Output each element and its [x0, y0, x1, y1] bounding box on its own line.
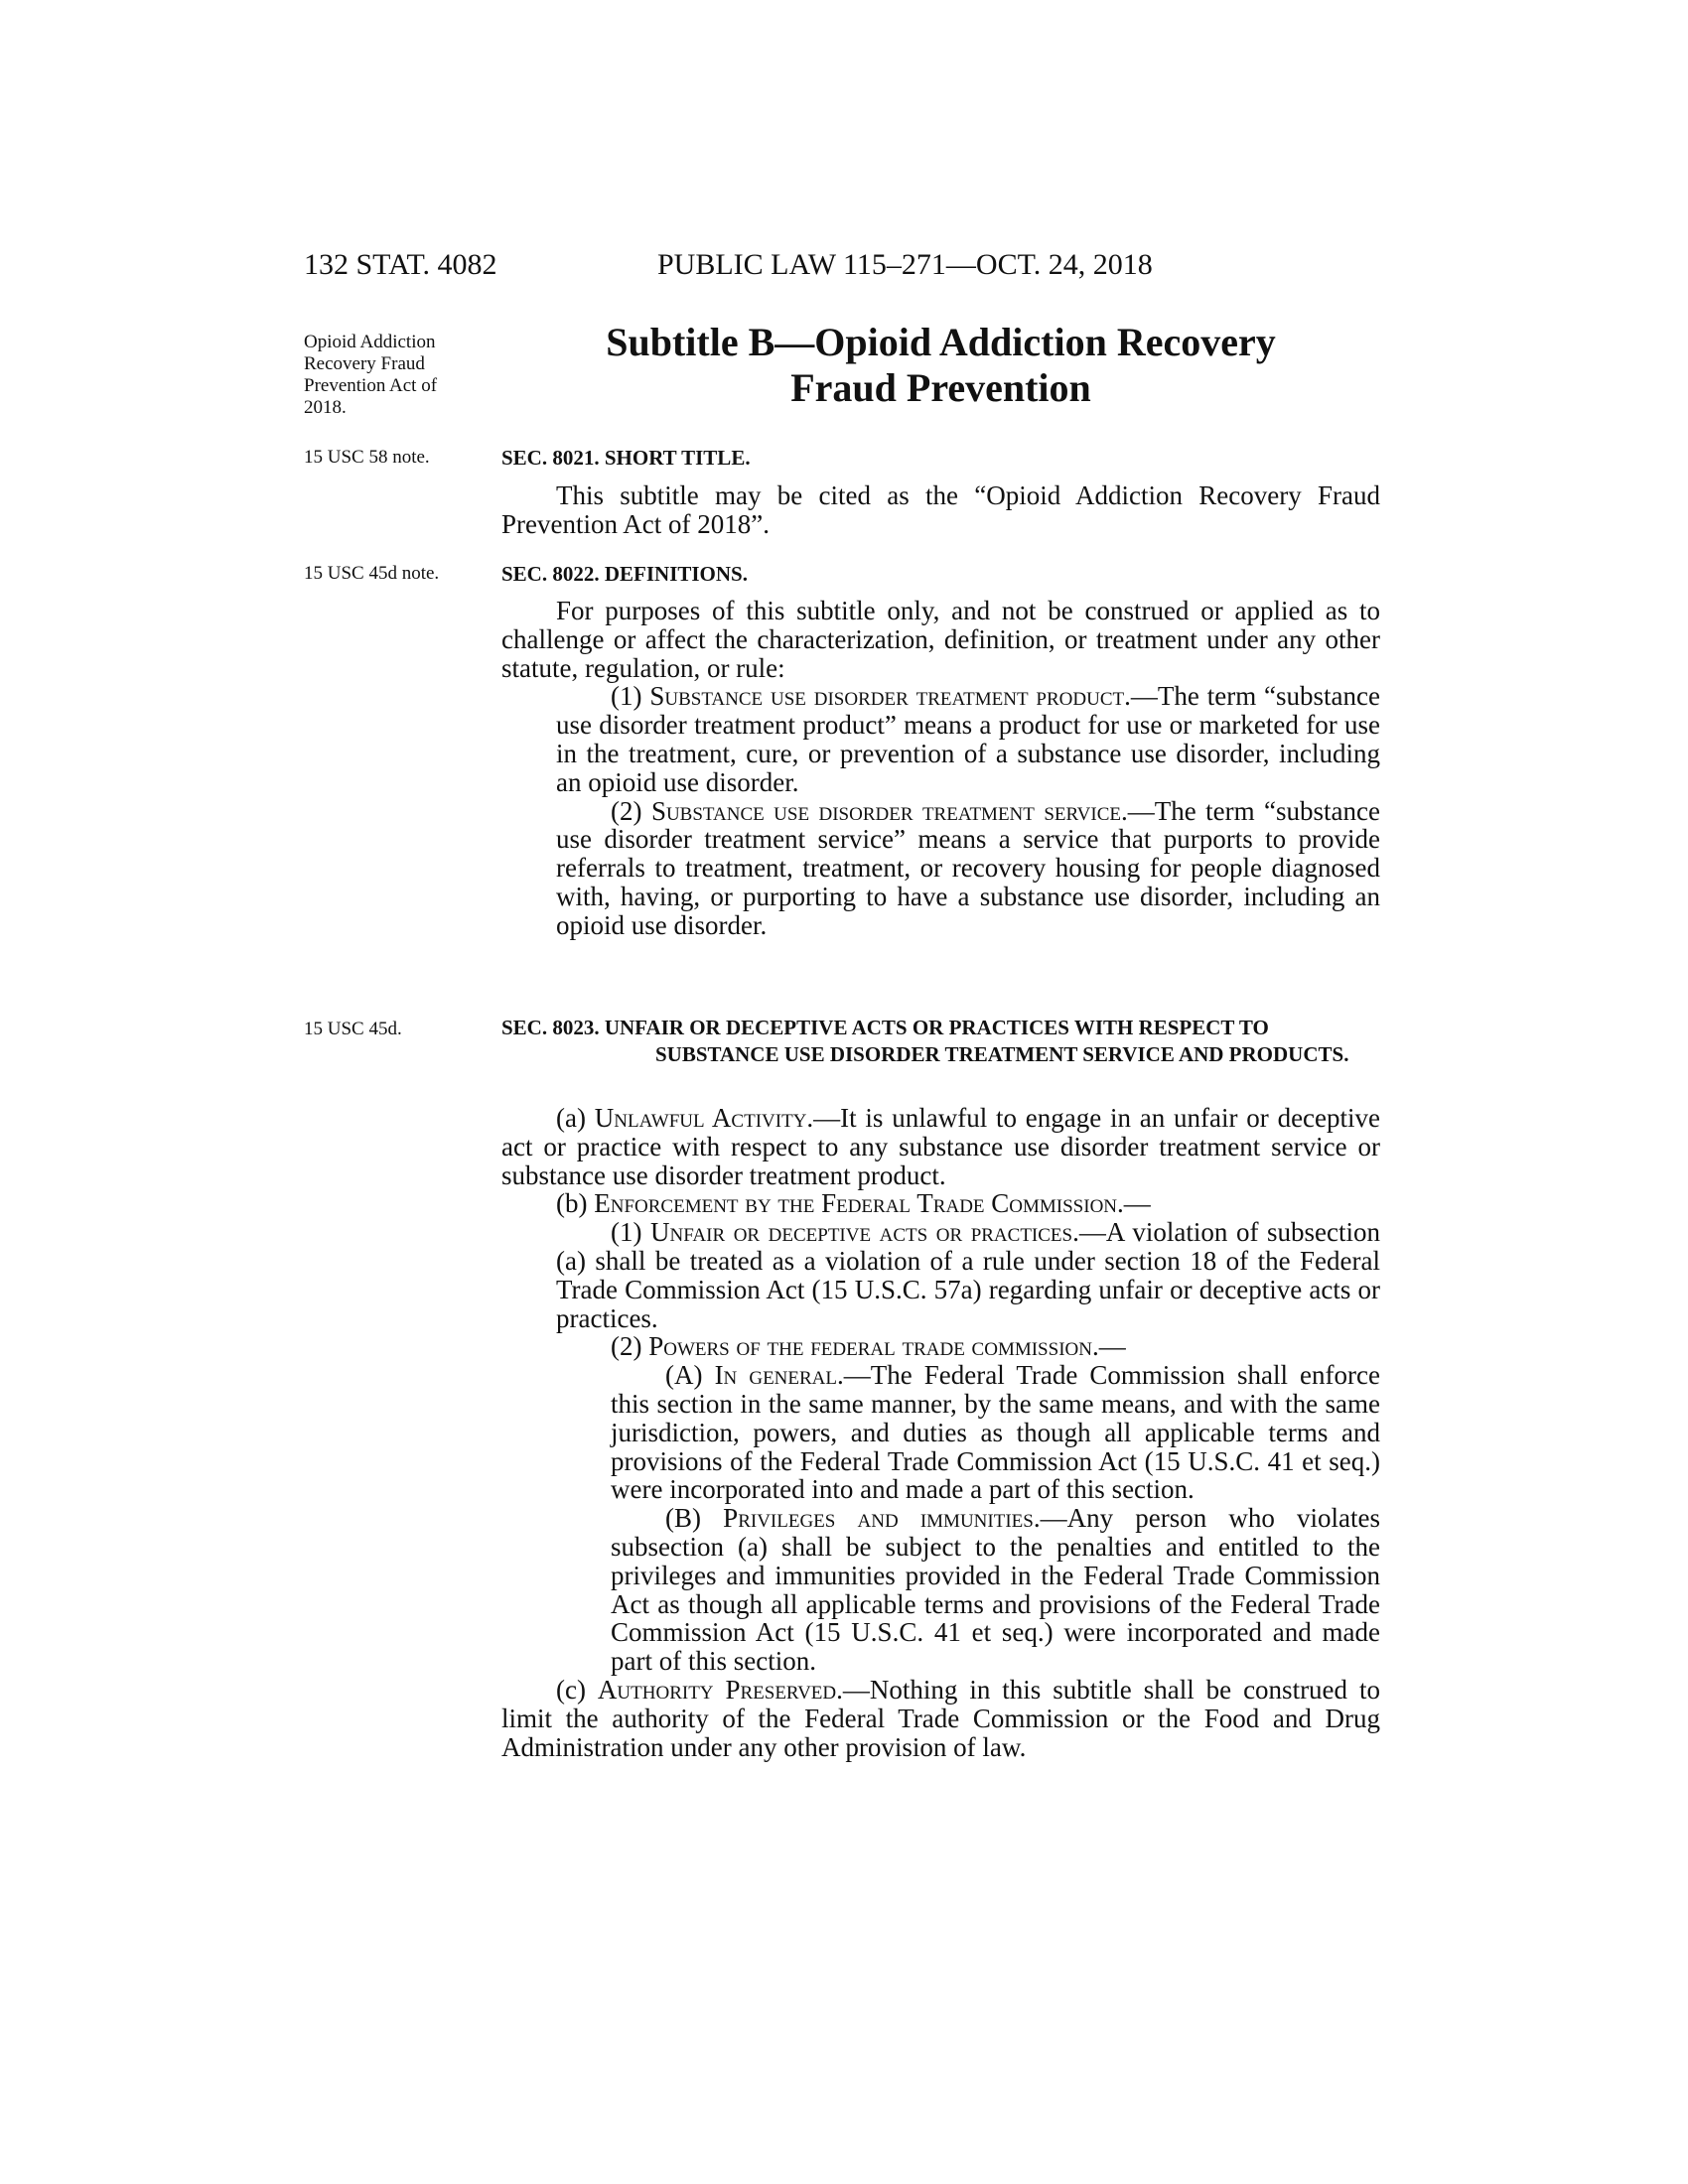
sec-8022-intro: For purposes of this subtitle only, and not be construed or applied as to challenge or affect the characterization, definition, or treatment under any other statute, regulation, or rule:: [501, 596, 1380, 683]
sec-8022-paragraph-2: [501, 797, 1380, 940]
subparagraph-number: (B): [665, 1503, 701, 1534]
subsection-number: (c): [556, 1674, 586, 1705]
paragraph-text: .—: [1091, 1331, 1126, 1362]
sec-8021-text: This subtitle may be cited as the “Opioid Addiction Recovery Fraud Prevention Act of 2018”.: [501, 480, 1380, 539]
paragraph-number: (1): [611, 1217, 642, 1248]
statute-page-number: 132 STAT. 4082: [304, 248, 497, 281]
sidenote-act-name: Opioid Addiction Recovery Fraud Prevention Act of 2018.: [304, 332, 438, 418]
sec-8023-paragraph-b1: [501, 1218, 1380, 1332]
paragraph-caption: Powers of the federal trade commission: [648, 1331, 1092, 1362]
subsection-caption: Enforcement by the Federal Trade Commission: [594, 1188, 1118, 1219]
sec-8022-heading: SEC. 8022. DEFINITIONS.: [501, 562, 748, 586]
subparagraph-caption: Privileges and immunities: [723, 1503, 1034, 1534]
paragraph-caption: Substance use disorder treatment product: [649, 681, 1125, 712]
subsection-number: (b): [556, 1188, 588, 1219]
sec-8023-subsection-b: [501, 1189, 1380, 1218]
paragraph-caption: Unfair or deceptive acts or practices: [650, 1217, 1073, 1248]
subtitle-heading-line1: Subtitle B—Opioid Addiction Recovery: [606, 320, 1276, 364]
subsection-caption: Authority Preserved: [597, 1674, 837, 1705]
subparagraph-text: .—The Federal Trade Commission shall enforce this section in the same manner, by the same means, and with the same jurisdiction, powers, and duties as though all applicable terms and provisions of the Federal Trade Commission Act (15 U.S.C. 41 et seq.) were incorporated into and made a part of this section.: [611, 1360, 1380, 1505]
sec-8023-subparagraph-b2B: [501, 1504, 1380, 1676]
paragraph-number: (1): [611, 681, 642, 712]
sec-8023-heading: SEC. 8023. UNFAIR OR DECEPTIVE ACTS OR PRACTICES WITH RESPECT TO SUBSTANCE USE DISORDER TREATMENT SERVICE AND PRODUCTS.: [501, 1016, 1349, 1066]
subparagraph-number: (A): [665, 1360, 703, 1391]
sec-8022-body: [501, 597, 1380, 940]
subsection-text: .—: [1117, 1188, 1151, 1219]
sec-8022-paragraph-1: [501, 682, 1380, 796]
sec-8021-heading: SEC. 8021. SHORT TITLE.: [501, 446, 751, 470]
subsection-text: .—Nothing in this subtitle shall be construed to limit the authority of the Federal Trade Commission or the Food and Drug Administration under any other provision of law.: [501, 1674, 1380, 1762]
sec-8023-subsection-c: [501, 1676, 1380, 1761]
sec-8021-body: [501, 481, 1380, 539]
sec-8023-body: [501, 1104, 1380, 1761]
sidenote-sec-8023: 15 USC 45d.: [304, 1019, 402, 1039]
subsection-number: (a): [556, 1103, 586, 1133]
paragraph-text: .—The term “substance use disorder treatment product” means a product for use or marketed for use in the treatment, cure, or prevention of a substance use disorder, including an opioid use disorder.: [556, 681, 1381, 797]
subparagraph-caption: In general: [714, 1360, 837, 1391]
sec-8023-subparagraph-b2A: [501, 1361, 1380, 1504]
sidenote-sec-8021: 15 USC 58 note.: [304, 447, 430, 468]
subtitle-heading: [501, 320, 1380, 411]
sidenote-sec-8022: 15 USC 45d note.: [304, 563, 440, 584]
paragraph-number: (2): [611, 795, 642, 826]
subparagraph-text: .—Any person who violates subsection (a) shall be subject to the penalties and entitled to the privileges and immunities provided in the Federal Trade Commission Act as though all applicable terms and provisions of the Federal Trade Commission Act (15 U.S.C. 41 et seq.) were incorporated and made part of this section.: [611, 1503, 1381, 1677]
subsection-caption: Unlawful Activity: [594, 1103, 807, 1133]
subsection-text: .—It is unlawful to engage in an unfair or deceptive act or practice with respect to any substance use disorder treatment service or substance use disorder treatment product.: [501, 1103, 1381, 1190]
paragraph-text: .—A violation of subsection (a) shall be treated as a violation of a rule under section 18 of the Federal Trade Commission Act (15 U.S.C. 57a) regarding unfair or deceptive acts or practices.: [556, 1217, 1380, 1333]
paragraph-number: (2): [611, 1331, 642, 1362]
sec-8023-subsection-a: [501, 1104, 1380, 1189]
subtitle-heading-line2: Fraud Prevention: [790, 365, 1091, 410]
paragraph-caption: Substance use disorder treatment service: [650, 795, 1121, 826]
sec-8023-paragraph-b2: [501, 1332, 1380, 1361]
public-law-citation: PUBLIC LAW 115–271—OCT. 24, 2018: [657, 248, 1153, 281]
paragraph-text: .—The term “substance use disorder treatment service” means a service that purports to provide referrals to treatment, treatment, or recovery housing for people diagnosed with, having, or purporting to have a substance use disorder, including an opioid use disorder.: [556, 795, 1381, 940]
